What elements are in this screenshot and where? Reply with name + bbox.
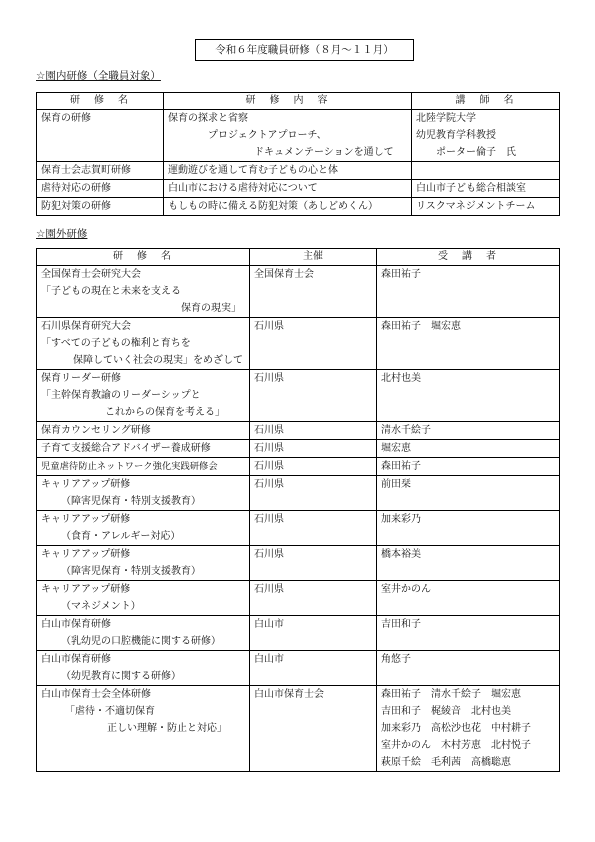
host: 石川県 (250, 546, 377, 581)
document-title: 令和６年度職員研修（８月～１１月） (195, 39, 414, 61)
table-row (37, 651, 560, 686)
table-row (37, 581, 560, 616)
attendee-line: 加来彩乃 高松沙也花 中村耕子 (381, 723, 531, 734)
training-name (37, 546, 250, 581)
name-line: 正しい理解・防止と対応」 (107, 723, 227, 734)
name-line: 白山市保育研修 (41, 654, 111, 665)
training-name: 保育の研修 (37, 110, 164, 162)
table-row (37, 511, 560, 546)
attendees (377, 686, 560, 772)
attendees: 森田祐子 (377, 458, 560, 476)
table-row (37, 180, 560, 198)
attendees: 吉田和子 (377, 616, 560, 651)
attendees: 加来彩乃 (377, 511, 560, 546)
host: 石川県 (250, 511, 377, 546)
lecturer-line: 北陸学院大学 (416, 113, 476, 124)
external-training-table (36, 248, 560, 772)
table-row (37, 458, 560, 476)
name-line: キャリアアップ研修 (41, 479, 131, 490)
table-header-row (37, 249, 560, 266)
training-name (37, 686, 250, 772)
training-name: 児童虐待防止ネットワーク強化実践研修会 (37, 458, 250, 476)
external-training-heading: ☆園外研修 (36, 228, 88, 240)
training-name (37, 318, 250, 370)
content-line: 保育の探求と省察 (168, 113, 248, 124)
host: 白山市 (250, 651, 377, 686)
attendees: 橋本裕美 (377, 546, 560, 581)
training-name (37, 581, 250, 616)
name-line: 白山市保育研修 (41, 619, 111, 630)
table-row (37, 616, 560, 651)
attendee-line: 森田祐子 清水千絵子 堀宏恵 (381, 689, 521, 700)
internal-training-table (36, 92, 560, 216)
lecturer (412, 110, 560, 162)
lecturer (412, 162, 560, 180)
training-content: もしもの時に備える防犯対策（あしどめくん） (164, 198, 412, 216)
name-line: これからの保育を考える」 (105, 407, 225, 418)
name-line: 白山市保育士会全体研修 (41, 689, 151, 700)
name-line: 保育リーダー研修 (41, 373, 121, 384)
lecturer: 白山市子ども総合相談室 (412, 180, 560, 198)
name-line: 「虐待・不適切保育 (65, 706, 155, 717)
training-content (164, 110, 412, 162)
training-name: 防犯対策の研修 (37, 198, 164, 216)
column-header: 受 講 者 (377, 249, 560, 266)
host: 白山市保育士会 (250, 686, 377, 772)
attendees: 清水千絵子 (377, 422, 560, 440)
table-row (37, 440, 560, 458)
table-row (37, 422, 560, 440)
attendee-line: 室井かのん 木村芳恵 北村悦子 (381, 740, 531, 751)
attendees: 室井かのん (377, 581, 560, 616)
column-header: 研 修 名 (37, 93, 164, 110)
name-line: （乳幼児の口腔機能に関する研修） (61, 636, 221, 647)
host: 石川県 (250, 440, 377, 458)
table-row (37, 370, 560, 422)
host: 全国保育士会 (250, 266, 377, 318)
name-line: 保育の現実」 (181, 303, 241, 314)
name-line: キャリアアップ研修 (41, 514, 131, 525)
column-header: 研 修 名 (37, 249, 250, 266)
column-header: 研 修 内 容 (164, 93, 412, 110)
training-name (37, 370, 250, 422)
name-line: 保障していく社会の現実」をめざして (73, 355, 243, 366)
training-content: 白山市における虐待対応について (164, 180, 412, 198)
attendees: 角悠子 (377, 651, 560, 686)
training-name: 保育カウンセリング研修 (37, 422, 250, 440)
attendees: 堀宏恵 (377, 440, 560, 458)
table-row (37, 318, 560, 370)
table-row (37, 546, 560, 581)
training-name: 子育て支援総合アドバイザー養成研修 (37, 440, 250, 458)
lecturer: リスクマネジメントチーム (412, 198, 560, 216)
attendees: 北村也美 (377, 370, 560, 422)
content-line: ドキュメンテーションを通して (254, 147, 394, 158)
name-line: （障害児保育・特別支援教育） (61, 496, 201, 507)
column-header: 講 師 名 (412, 93, 560, 110)
attendees: 森田祐子 (377, 266, 560, 318)
table-row (37, 198, 560, 216)
table-row (37, 686, 560, 772)
name-line: 「すべての子どもの権利と育ちを (41, 338, 191, 349)
attendee-line: 萩原千絵 毛利茜 高橋聡恵 (381, 757, 511, 768)
table-row (37, 162, 560, 180)
training-name: 虐待対応の研修 (37, 180, 164, 198)
column-header: 主催 (250, 249, 377, 266)
name-line: （マネジメント） (61, 601, 141, 612)
attendee-line: 吉田和子 梶綾音 北村也美 (381, 706, 511, 717)
name-line: キャリアアップ研修 (41, 584, 131, 595)
name-line: キャリアアップ研修 (41, 549, 131, 560)
lecturer-line: ポーター倫子 氏 (436, 147, 516, 158)
training-name (37, 616, 250, 651)
training-name: 保育士会志賀町研修 (37, 162, 164, 180)
name-line: 「子どもの現在と未来を支える (41, 286, 181, 297)
host: 石川県 (250, 318, 377, 370)
training-content: 運動遊びを通して育む子どもの心と体 (164, 162, 412, 180)
content-line: プロジェクトアプローチ、 (208, 130, 327, 141)
host: 石川県 (250, 370, 377, 422)
table-row (37, 110, 560, 162)
name-line: （食育・アレルギー対応） (61, 531, 181, 542)
name-line: 「主幹保育教諭のリーダーシップと (41, 390, 201, 401)
training-name (37, 266, 250, 318)
host: 石川県 (250, 458, 377, 476)
host: 石川県 (250, 581, 377, 616)
training-name (37, 651, 250, 686)
host: 白山市 (250, 616, 377, 651)
training-name (37, 476, 250, 511)
lecturer-line: 幼児教育学科教授 (416, 130, 496, 141)
training-name (37, 511, 250, 546)
attendees: 森田祐子 堀宏恵 (377, 318, 560, 370)
table-header-row (37, 93, 560, 110)
name-line: （幼児教育に関する研修） (61, 671, 181, 682)
attendees: 前田栞 (377, 476, 560, 511)
name-line: （障害児保育・特別支援教育） (61, 566, 201, 577)
table-row (37, 476, 560, 511)
table-row (37, 266, 560, 318)
host: 石川県 (250, 422, 377, 440)
name-line: 全国保育士会研究大会 (41, 269, 141, 280)
host: 石川県 (250, 476, 377, 511)
name-line: 石川県保育研究大会 (41, 321, 131, 332)
internal-training-heading: ☆園内研修（全職員対象） (36, 70, 161, 82)
